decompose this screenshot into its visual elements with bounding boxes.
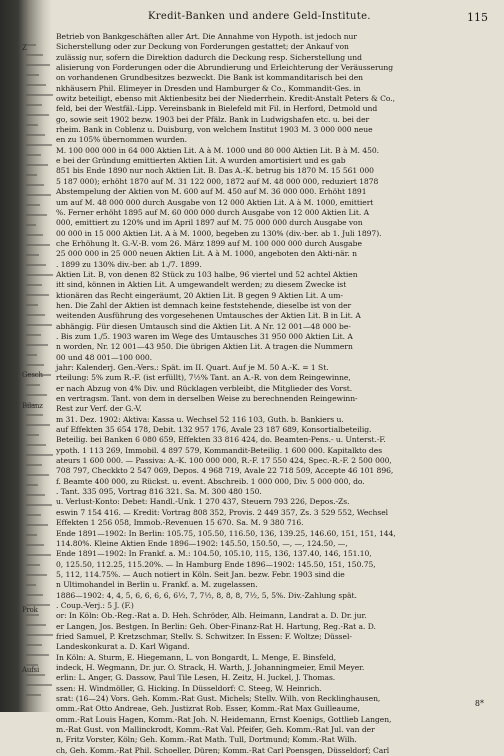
text-line: . 1899 zu 130% div.-ber. ab 1./7. 1899. xyxy=(56,259,202,269)
text-line: Abstempelung der Aktien von M. 600 auf M. 450 auf M. 36 000 000. Erhöht 1891 xyxy=(56,187,367,197)
text-line: 0, 125.50, 112.25, 115.20%. — In Hamburg Ende 1896—1902: 145.50, 151, 150.75, xyxy=(56,559,376,569)
text-line: Beteilig. bei Banken 6 080 659, Effekten 33 816 424, do. Beamten-Pens.- u. Unterst.-F. xyxy=(56,435,386,445)
text-line: Betrieb von Bankgeschäften aller Art. Die Annahme von Hypoth. ist jedoch nur xyxy=(56,32,357,41)
text-line: 114.80%. Kleine Aktien Ende 1896—1902: 145.50, 150.50, —, —, 124.50, —, xyxy=(56,538,348,548)
text-line: che Erhöhung lt. G.-V.-B. vom 26. März 1899 auf M. 100 000 000 durch Ausgabe xyxy=(56,238,362,248)
margin-word: Prok xyxy=(22,606,38,614)
text-line: Effekten 1 256 058, Immob.-Revenuen 15 670. Sa. M. 9 380 716. xyxy=(56,518,304,528)
page-title: Kredit-Banken und andere Geld-Institute. xyxy=(148,11,371,22)
text-line: weitenden Ausführung des vorgesehenen Umtausches der Aktien Lit. B in Lit. A xyxy=(56,311,361,321)
text-line: er nach Abzug von 4% Div. und Rücklagen verbleibt, die Mitglieder des Vorst. xyxy=(56,383,353,393)
text-line: 851 bis Ende 1890 nur noch Aktien Lit. B. Das A.-K. betrug bis 1870 M. 15 561 000 xyxy=(56,166,374,176)
margin-word: Gesch xyxy=(22,371,43,379)
text-line: 1886—1902: 4, 4, 5, 6, 6, 6, 6, 6½, 7, 7½, 8, 8, 8, 7½, 5, 5%. Div.-Zahlung spät. xyxy=(56,590,357,600)
text-line: omm.-Rat Louis Hagen, Komm.-Rat Joh. N. Heidemann, Ernst Koenigs, Gottlieb Langen, xyxy=(56,714,392,724)
text-line: M. 100 000 000 in 64 000 Aktien Lit. A à M. 1000 und 80 000 Aktien Lit. B à M. 450. xyxy=(56,145,379,155)
text-line: go, sowie seit 1902 bezw. 1903 bei der Pfälz. Bank in Ludwigshafen etc. u. bei der xyxy=(56,114,370,124)
text-line: ssen: H. Windmöller, G. Hicking. In Düsseldorf: C. Steeg, W. Heinrich. xyxy=(56,683,322,693)
text-line: n worden, Nr. 12 001—43 950. Die übrigen Aktien Lit. A tragen die Nummern xyxy=(56,342,353,352)
margin-word: Aufsi xyxy=(22,666,39,674)
text-line: en vertragsm. Tant. von dem in derselben Weise zu berechnenden Reingewinn- xyxy=(56,394,358,404)
text-line: erlin: L. Anger, G. Dassow, Paul Tile Lesen, H. Zeitz, H. Juckel, J. Thomas. xyxy=(56,673,336,683)
text-line: um auf M. 48 000 000 durch Ausgabe von 12 000 Aktien Lit. A à M. 1000, emittiert xyxy=(56,197,374,207)
text-line: Rest zur Verf. der G.-V. xyxy=(56,404,142,414)
margin-word: Z xyxy=(22,44,27,52)
text-line: ypoth. 1 113 269, Immobil. 4 897 579, Kommandit-Beteilig. 1 600 000. Kapitalkto des xyxy=(56,445,383,455)
text-line: Ende 1891—1902: In Berlin: 105.75, 105.50, 116.50, 136, 139.25, 146.60, 151, 151, 144, xyxy=(56,528,396,538)
text-line: Aktien Lit. B, von denen 82 Stück zu 103 halbe, 96 viertel und 52 achtel Aktien xyxy=(56,269,358,279)
text-line: m.-Rat Gust. von Mallinckrodt, Komm.-Rat Val. Pfeifer, Geh. Komm.-Rat Jul. van der xyxy=(56,725,375,735)
text-line: 00 000 in 15 000 Aktien Lit. A à M. 1000, begeben zu 130% (div.-ber. ab 1. Juli 1897). xyxy=(56,228,382,238)
text-line: f. Beamte 400 000, zu Rückst. u. event. Abschreib. 1 000 000, Div. 5 000 000, do. xyxy=(56,476,365,486)
text-line: omm.-Rat Otto Andreae, Geh. Justizrat Rob. Esser, Komm.-Rat Max Guilleaume, xyxy=(56,704,360,714)
text-line: 708 797, Checkkto 2 547 069, Depos. 4 968 719, Avale 22 718 509, Accepte 46 101 896, xyxy=(56,466,394,476)
text-line: In Köln: A. Sturm, E. Hiegemann, L. von Bongardt, L. Menge, E. Binsfeld, xyxy=(56,652,336,662)
text-line: indeck, H. Wegmann, Dr. jur. O. Strack, H. Warth, J. Johanningmeier, Emil Meyer. xyxy=(56,662,365,672)
text-line: abhängig. Für diesen Umtausch sind die Aktien Lit. A Nr. 12 001—48 000 be- xyxy=(56,321,351,331)
text-line: 5, 112, 114.75%. — Auch notiert in Köln. Seit Jan. bezw. Febr. 1903 sind die xyxy=(56,569,345,579)
text-line: zulässig nur, sofern die Direktion dadurch die Deckung resp. Sicherstellung und xyxy=(56,52,362,62)
text-line: n, Fritz Vorster, Köln; Geh. Komm.-Rat Math. Tull, Dortmund; Komm.-Rat Wilh. xyxy=(56,735,357,745)
text-line: fried Samuel, P. Kretzschmar, Stellv. S. Schwitzer. In Essen: F. Woltze; Düssel- xyxy=(56,631,352,641)
text-line: ch, Geh. Komm.-Rat Phil. Schoeller, Düren; Komm.-Rat Carl Poensgen, Düsseldorf; Carl xyxy=(56,745,390,755)
running-header xyxy=(62,11,496,27)
text-line: feld, bei der Westfäl.-Lipp. Vereinsbank in Bielefeld mit Fil. in Herford, Detmold und xyxy=(56,104,378,114)
text-line: jahr: Kalenderj. Gen.-Vers.: Spät. im II. Quart. Auf je M. 50 A.-K. = 1 St. xyxy=(56,363,329,372)
text-line: eswin 7 154 416. — Kredit: Vortrag 808 352, Provis. 2 449 357, Zs. 3 529 552, Wechsel xyxy=(56,507,389,517)
text-line: auf Effekten 35 654 178, Debit. 132 957 176, Avale 23 187 689, Konsortialbeteilig. xyxy=(56,425,372,435)
text-line: . Tant. 335 095, Vortrag 816 321. Sa. M. 300 480 150. xyxy=(56,487,262,497)
text-line: Landeskonkurat a. D. Karl Wigand. xyxy=(56,642,190,652)
text-line: %. Ferner erhöht 1895 auf M. 60 000 000 durch Ausgabe von 12 000 Aktien Lit. A xyxy=(56,207,370,217)
text-line: itt sind, können in Aktien Lit. A umgewandelt werden; zu diesem Zwecke ist xyxy=(56,280,347,290)
text-line: u. Verlust-Konto: Debet: Handl.-Unk. 1 270 437, Steuern 793 226, Depos.-Zs. xyxy=(56,497,350,507)
text-line: owitz beteiligt, ebenso mit Aktienbesitz bei der Niederrhein. Kredit-Anstalt Peters & Co., xyxy=(56,94,395,104)
text-line: 5 187 000); erhöht 1870 auf M. 31 122 000, 1872 auf M. 48 000 000, reduziert 1878 xyxy=(56,176,379,186)
text-line: ktionären das Recht eingeräumt, 20 Aktien Lit. B gegen 9 Aktien Lit. A um- xyxy=(56,290,343,300)
text-line: alisierung von Forderungen oder die Abrundierung und Erleichterung der Veräusserung xyxy=(56,63,394,73)
text-line: . Coup.-Verj.: 5 J. (F.) xyxy=(56,600,134,610)
text-line: srat: (16—24) Vors. Geh. Komm.-Rat Gust. Michels; Stellv. Wilh. von Recklinghausen, xyxy=(56,694,381,703)
text-line: 000, emittiert zu 120% und im April 1897 auf M. 75 000 000 durch Ausgabe von xyxy=(56,218,363,228)
text-line: hen. Die Zahl der Aktien ist demnach keine feststehende, dieselbe ist von der xyxy=(56,300,352,310)
text-line: er Langen, Jos. Bestgen. In Berlin: Geh. Ober-Finanz-Rat H. Hartung, Reg.-Rat a. D. xyxy=(56,621,376,631)
text-line: rteilung: 5% zum R.-F. (ist erfüllt), 7½% Tant. an A.-R. von dem Reingewinne, xyxy=(56,373,351,383)
text-line: nkhäusern Phil. Elimeyer in Dresden und Hamburger & Co., Kommandit-Ges. in xyxy=(56,83,361,93)
margin-headings xyxy=(22,0,56,712)
text-line: 00 und 48 001—100 000. xyxy=(56,352,153,362)
page-number: 115 xyxy=(467,11,488,24)
text-line: or: In Köln: Ob.-Reg.-Rat a. D. Heh. Schröder, Alb. Heimann, Landrat a. D. Dr. jur. xyxy=(56,611,367,621)
text-line: ateurs 1 600 000. — Passiva: A.-K. 100 000 000, R.-F. 17 550 424, Spec.-R.-F. 2 500 000, xyxy=(56,456,392,466)
text-line: m 31. Dez. 1902: Aktiva: Kassa u. Wechsel 52 116 103, Guth. b. Bankiers u. xyxy=(56,414,344,424)
signature-mark: 8* xyxy=(474,699,484,708)
text-line: . Bis zum 1./5. 1903 waren im Wege des Umtausches 31 950 000 Aktien Lit. A xyxy=(56,331,353,341)
text-line: e bei der Gründung emittierten Aktien Lit. A wurden amortisiert und es gab xyxy=(56,156,346,166)
body-text xyxy=(56,32,496,755)
text-line: rheim. Bank in Coblenz u. Duisburg, von welchem Institut 1903 M. 3 000 000 neue xyxy=(56,125,373,135)
text-line: n Ultimohandel in Berlin u. Frankf. a. M. zugelassen. xyxy=(56,580,258,590)
text-line: 25 000 000 in 25 000 neuen Aktien Lit. A à M. 1000, angeboten den Akti-när. n xyxy=(56,249,357,259)
margin-word: Bilanz xyxy=(22,402,43,410)
text-line: on vorhandenen Grundbesitzes bezweckt. Die Bank ist kommanditarisch bei den xyxy=(56,73,363,83)
text-line: en zu 105% übernommen wurden. xyxy=(56,135,187,145)
text-line: Sicherstellung oder zur Deckung von Forderungen gestattet; der Ankauf von xyxy=(56,42,349,52)
text-line: Ende 1891—1902: In Frankf. a. M.: 104.50, 105.10, 115, 136, 137.40, 146, 151.10, xyxy=(56,549,372,559)
